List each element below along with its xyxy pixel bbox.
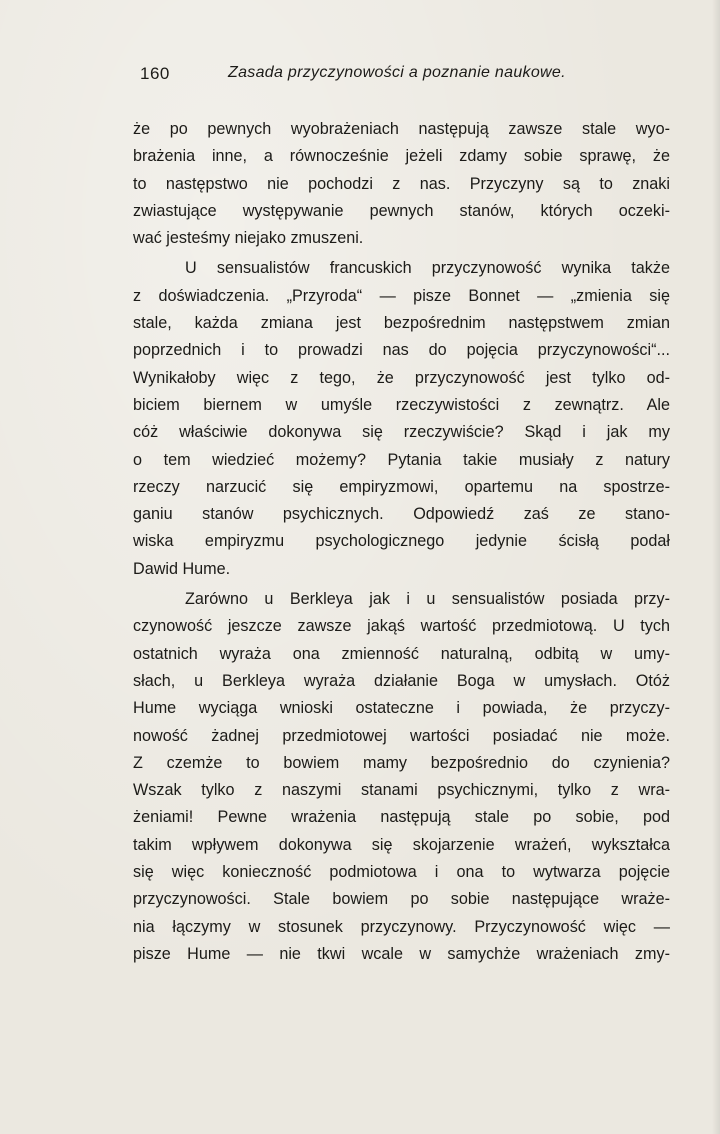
text-line: takim wpływem dokonywa się skojarzenie wrażeń, wykształca — [133, 835, 670, 854]
text-line: o tem wiedzieć możemy? Pytania takie musiały z natury — [133, 450, 670, 469]
running-title: Zasada przyczynowości a poznanie naukowe. — [228, 64, 566, 81]
text-line: rzeczy narzucić się empiryzmowi, opartemu na spostrze- — [133, 477, 670, 496]
paragraph-3 — [133, 586, 670, 968]
paragraph-1 — [133, 116, 670, 252]
paragraph-2 — [133, 255, 670, 583]
text-line: to następstwo nie pochodzi z nas. Przyczyny są to znaki — [133, 174, 670, 193]
text-line: brażenia inne, a równocześnie jeżeli zdamy sobie sprawę, że — [133, 147, 670, 166]
text-line: czynowość jeszcze zawsze jakąś wartość przedmiotową. U tych — [133, 617, 670, 636]
text-line: ostatnich wyraża ona zmienność naturalną, odbitą w umy- — [133, 644, 670, 663]
text-line: nia łączymy w stosunek przyczynowy. Przyczynowość więc — — [133, 917, 670, 936]
text-line: że po pewnych wyobrażeniach następują zawsze stale wyo- — [133, 120, 670, 138]
text-line: Dawid Hume. — [133, 559, 231, 578]
text-line: poprzednich i to prowadzi nas do pojęcia przyczynowości“... — [133, 341, 670, 360]
text-line: z doświadczenia. „Przyroda“ — pisze Bonnet — „zmienia się — [133, 286, 670, 305]
text-line: Zarówno u Berkleya jak i u sensualistów posiada przy- — [185, 590, 670, 609]
text-line: wać jesteśmy niejako zmuszeni. — [133, 229, 364, 248]
text-line: cóż właściwie dokonywa się rzeczywiście? Skąd i jak my — [133, 423, 670, 442]
text-line: Wynikałoby więc z tego, że przyczynowość jest tylko od- — [133, 368, 670, 387]
body-text — [133, 116, 670, 968]
text-line: się więc konieczność podmiotowa i ona to wytwarza pojęcie — [133, 863, 670, 882]
running-header — [140, 64, 610, 90]
text-line: stale, każda zmiana jest bezpośrednim następstwem zmian — [133, 314, 670, 333]
text-line: żeniami! Pewne wrażenia następują stale po sobie, pod — [133, 808, 670, 827]
text-line: zwiastujące występywanie pewnych stanów, których oczeki- — [133, 201, 670, 220]
text-line: pisze Hume — nie tkwi wcale w samychże wrażeniach zmy- — [133, 944, 670, 963]
text-line: nowość żadnej przedmiotowej wartości posiadać nie może. — [133, 726, 670, 745]
text-line: Hume wyciąga wnioski ostateczne i powiada, że przyczy- — [133, 699, 670, 718]
text-line: ganiu stanów psychicznych. Odpowiedź zaś ze stano- — [133, 505, 670, 524]
text-line: biciem biernem w umyśle rzeczywistości z zewnątrz. Ale — [133, 395, 670, 414]
text-line: Z czemże to bowiem mamy bezpośrednio do czynienia? — [133, 753, 670, 772]
page-edge-shadow — [712, 0, 720, 1134]
text-line: słach, u Berkleya wyraża działanie Boga w umysłach. Otóż — [133, 671, 670, 690]
text-line: przyczynowości. Stale bowiem po sobie następujące wraże- — [133, 890, 670, 909]
text-line: Wszak tylko z naszymi stanami psychicznymi, tylko z wra- — [133, 781, 670, 800]
text-line: wiska empiryzmu psychologicznego jedynie ścisłą podał — [133, 532, 670, 551]
page-number: 160 — [140, 64, 170, 83]
text-line: U sensualistów francuskich przyczynowość wynika także — [185, 259, 670, 278]
